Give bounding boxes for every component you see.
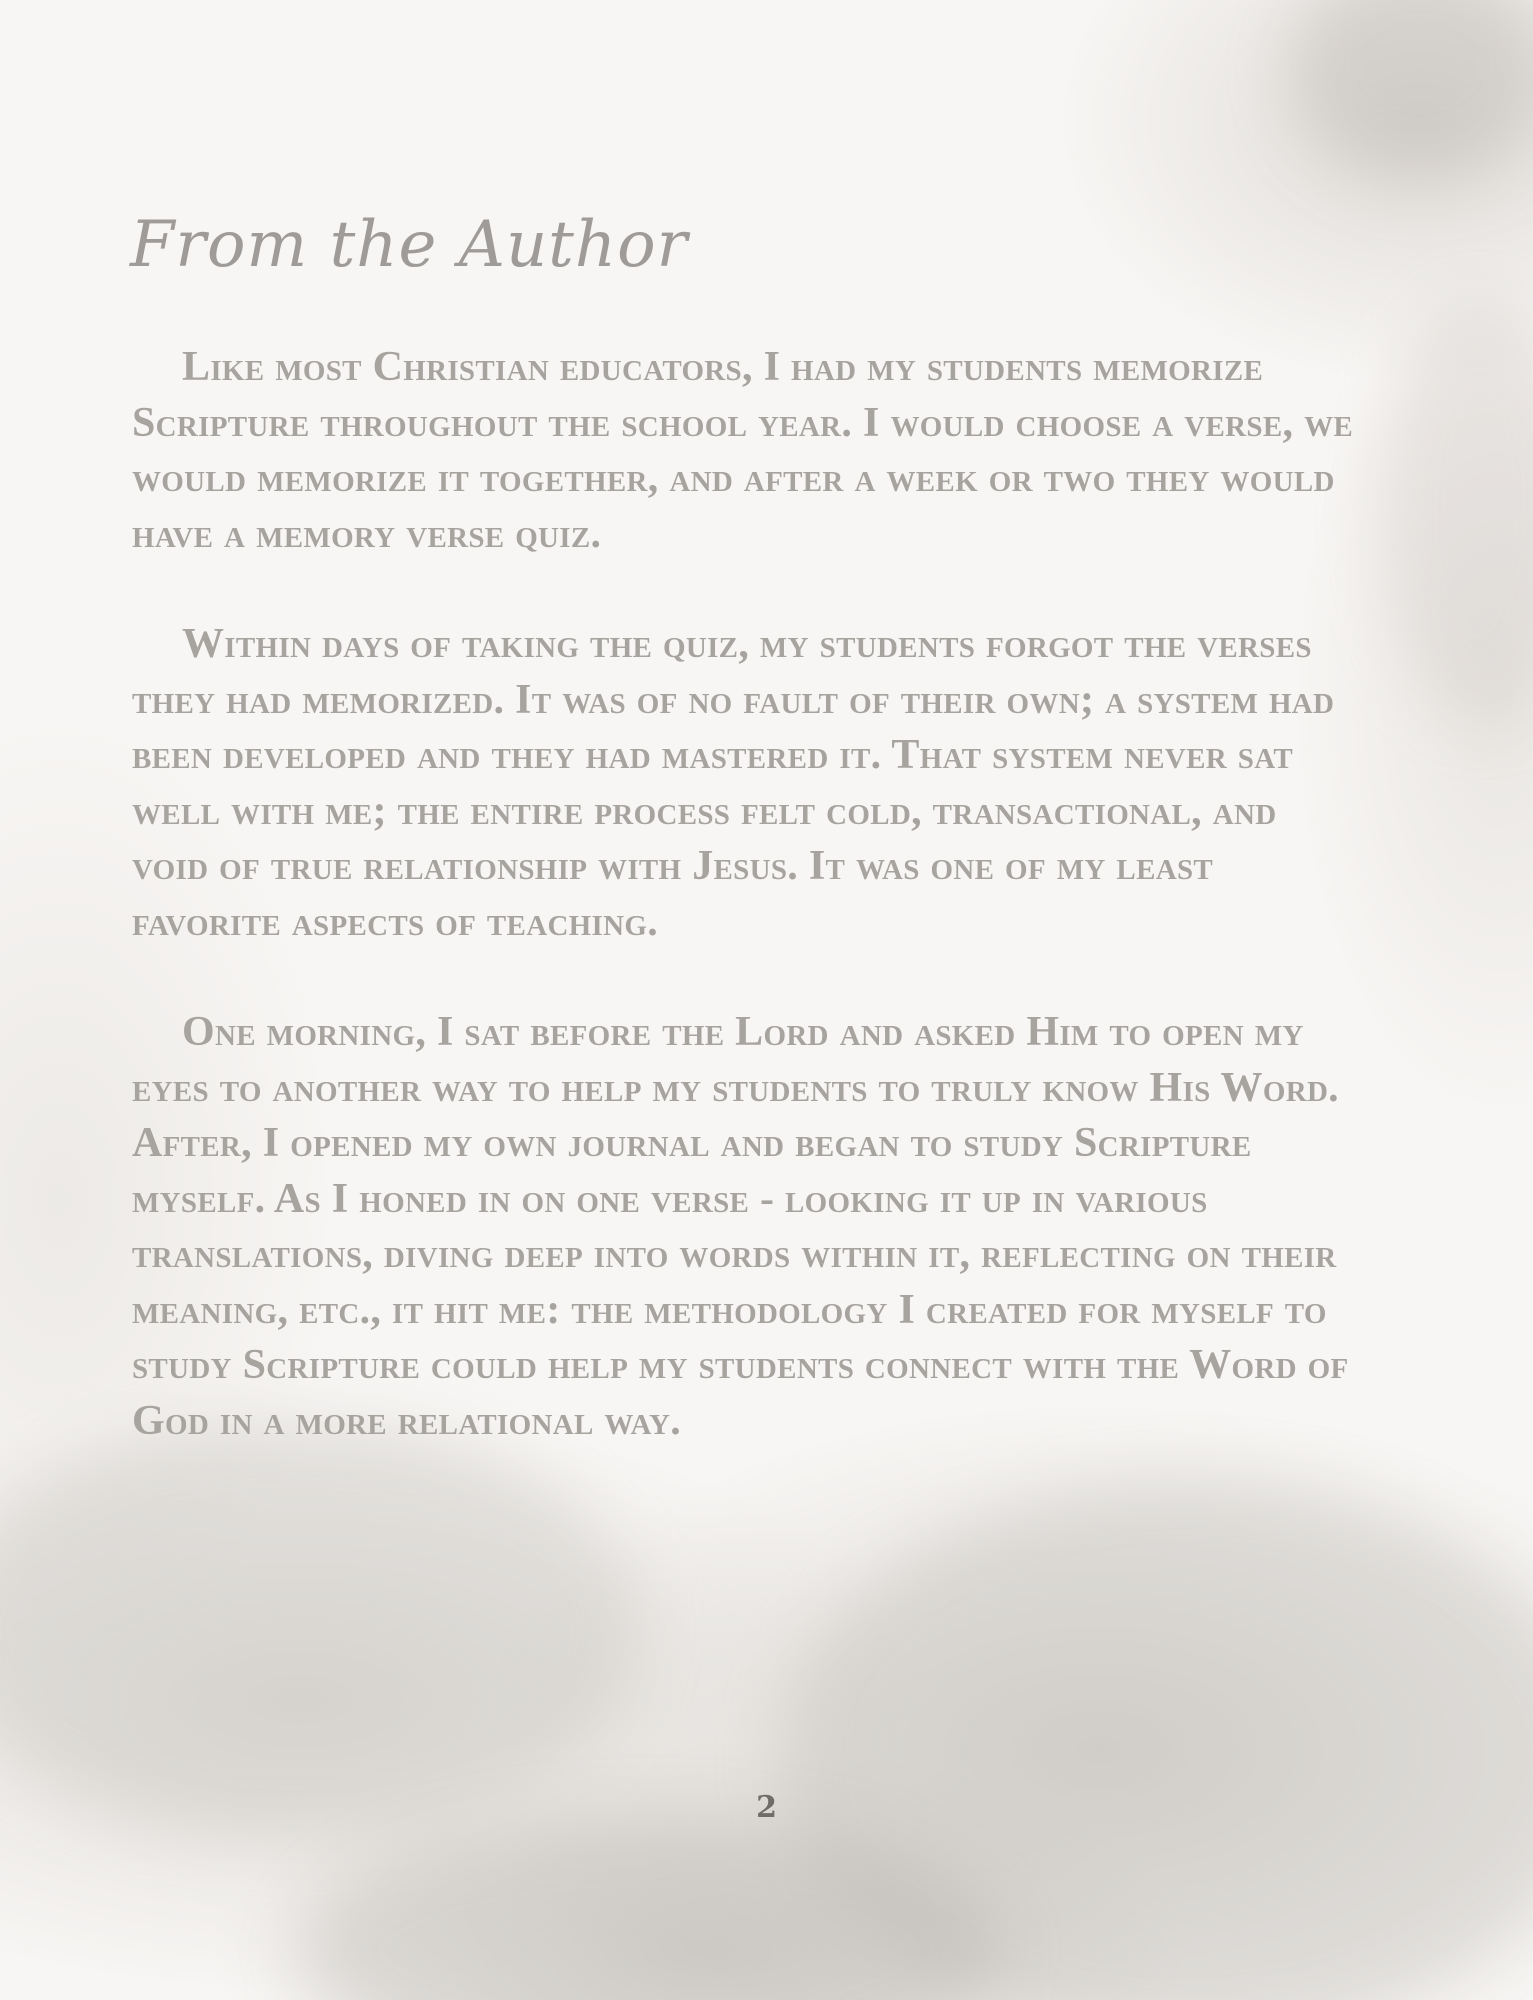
paragraph-2: Within days of taking the quiz, my students forgot the verses they had memorized. It was of no fault of their own; a system had been developed and they had mastered it. That system never sat well with me; the entire process felt cold, transactional, and void of true relationship with Jesus. It was one of my least favorite aspects of teaching.	[132, 621, 1335, 945]
watercolor-wash	[780, 1480, 1533, 2000]
watercolor-wash	[300, 1820, 1000, 2000]
watercolor-wash	[1290, 0, 1533, 180]
paragraph-3: One morning, I sat before the Lord and asked Him to open my eyes to another way to help my students to truly know His Word. After, I opened my own journal and began to study Scripture myself. As I honed in on one verse - looking it up in various translations, diving deep into words within it, reflecting on their meaning, etc., it hit me: the methodology I created for myself to study Scripture could help my students connect with the Word of God in a more relational way.	[132, 1009, 1349, 1444]
watercolor-wash	[1380, 300, 1533, 720]
body-text	[132, 340, 1362, 1504]
page-title: From the Author	[130, 208, 689, 282]
page-number: 2	[756, 1790, 777, 1825]
paragraph-1: Like most Christian educators, I had my students memorize Scripture throughout the school year. I would choose a verse, we would memorize it together, and after a week or two they would have a memory verse quiz.	[132, 344, 1354, 557]
